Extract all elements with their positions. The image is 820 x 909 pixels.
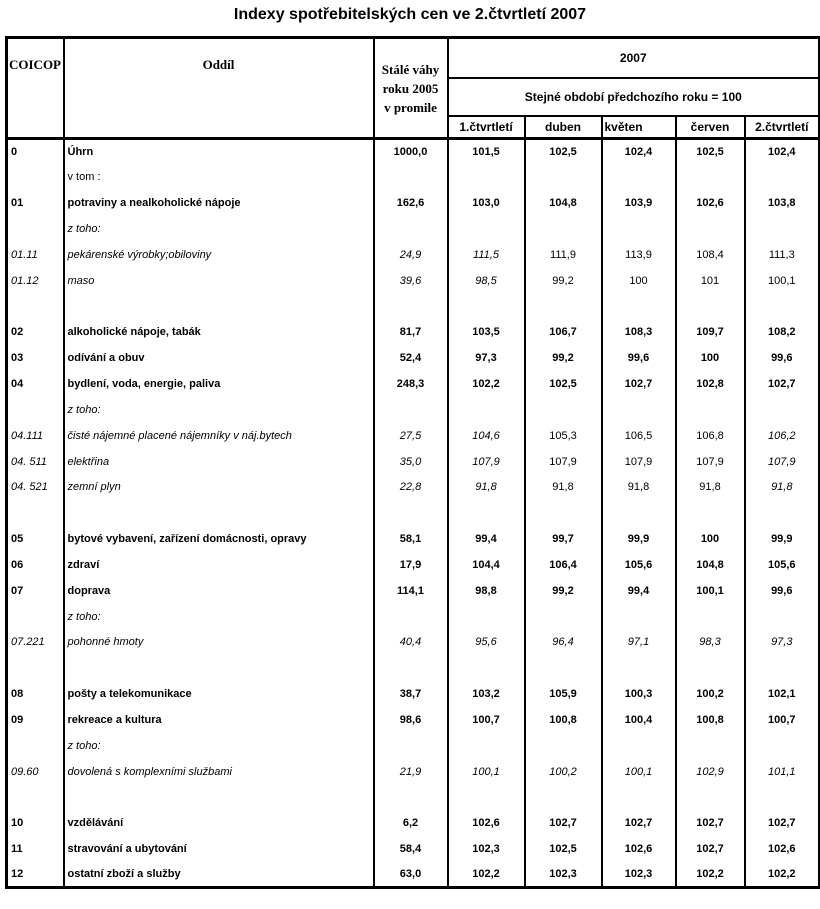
row-value: 100 — [676, 526, 745, 552]
table-row — [7, 216, 820, 242]
row-value — [745, 785, 820, 811]
header-weights — [374, 38, 448, 139]
row-label: z toho: — [64, 216, 374, 242]
row-value: 95,6 — [448, 630, 525, 656]
row-label: stravování a ubytování — [64, 836, 374, 862]
row-value — [525, 294, 602, 320]
row-value: 108,3 — [602, 319, 676, 345]
table-row — [7, 810, 820, 836]
row-value: 107,9 — [602, 449, 676, 475]
row-value — [676, 785, 745, 811]
row-value — [525, 397, 602, 423]
row-weight: 24,9 — [374, 242, 448, 268]
row-value: 102,2 — [745, 862, 820, 888]
header-subtitle: Stejné období předchozího roku = 100 — [448, 78, 820, 116]
row-label: rekreace a kultura — [64, 707, 374, 733]
row-value: 102,6 — [745, 836, 820, 862]
row-value: 99,4 — [602, 578, 676, 604]
row-value: 99,9 — [602, 526, 676, 552]
row-label: bydlení, voda, energie, paliva — [64, 371, 374, 397]
row-label: čisté nájemné placené nájemníky v náj.bytech — [64, 423, 374, 449]
row-value: 111,5 — [448, 242, 525, 268]
table-row — [7, 500, 820, 526]
table-row — [7, 474, 820, 500]
row-value: 104,8 — [525, 190, 602, 216]
row-value: 91,8 — [525, 474, 602, 500]
row-value — [676, 655, 745, 681]
row-value: 104,4 — [448, 552, 525, 578]
row-label — [64, 655, 374, 681]
row-value: 103,8 — [745, 190, 820, 216]
row-label: maso — [64, 268, 374, 294]
row-weight: 39,6 — [374, 268, 448, 294]
row-value: 98,3 — [676, 630, 745, 656]
row-weight: 21,9 — [374, 759, 448, 785]
row-value: 102,5 — [676, 139, 745, 165]
row-value: 102,3 — [602, 862, 676, 888]
row-label: bytové vybavení, zařízení domácnosti, opravy — [64, 526, 374, 552]
row-value: 100,3 — [602, 681, 676, 707]
row-weight: 6,2 — [374, 810, 448, 836]
row-value — [676, 294, 745, 320]
row-code — [7, 733, 64, 759]
row-value — [525, 655, 602, 681]
row-weight: 248,3 — [374, 371, 448, 397]
row-weight: 40,4 — [374, 630, 448, 656]
row-label: elektřina — [64, 449, 374, 475]
row-value: 104,8 — [676, 552, 745, 578]
row-weight: 52,4 — [374, 345, 448, 371]
header-period-q1: 1.čtvrtletí — [448, 116, 525, 139]
row-code: 11 — [7, 836, 64, 862]
row-code: 06 — [7, 552, 64, 578]
row-value: 100,8 — [525, 707, 602, 733]
row-weight: 63,0 — [374, 862, 448, 888]
row-code — [7, 785, 64, 811]
row-code: 02 — [7, 319, 64, 345]
row-value — [525, 216, 602, 242]
row-weight: 17,9 — [374, 552, 448, 578]
row-value — [602, 500, 676, 526]
row-value — [745, 655, 820, 681]
row-code — [7, 294, 64, 320]
row-label: doprava — [64, 578, 374, 604]
table-row — [7, 268, 820, 294]
row-code: 01.11 — [7, 242, 64, 268]
row-value — [525, 500, 602, 526]
row-value: 100,8 — [676, 707, 745, 733]
row-value: 105,3 — [525, 423, 602, 449]
table-row — [7, 423, 820, 449]
row-code: 10 — [7, 810, 64, 836]
table-row — [7, 759, 820, 785]
row-code: 09.60 — [7, 759, 64, 785]
row-value: 102,5 — [525, 371, 602, 397]
row-value: 102,4 — [745, 139, 820, 165]
row-value: 105,6 — [745, 552, 820, 578]
header-coicop: COICOP — [7, 38, 64, 139]
row-value: 100,1 — [676, 578, 745, 604]
row-code: 01 — [7, 190, 64, 216]
table-row — [7, 655, 820, 681]
row-label: alkoholické nápoje, tabák — [64, 319, 374, 345]
row-value — [676, 500, 745, 526]
row-value — [676, 397, 745, 423]
row-value — [676, 164, 745, 190]
header-period-may: květen — [602, 116, 676, 139]
header-oddil: Oddíl — [64, 38, 374, 139]
row-weight — [374, 216, 448, 242]
row-value: 99,9 — [745, 526, 820, 552]
row-value — [448, 604, 525, 630]
row-value — [602, 604, 676, 630]
row-value — [602, 164, 676, 190]
row-label: z toho: — [64, 733, 374, 759]
row-value: 97,3 — [745, 630, 820, 656]
header-period-q2: 2.čtvrtletí — [745, 116, 820, 139]
row-value: 99,2 — [525, 578, 602, 604]
row-value — [525, 604, 602, 630]
row-label: Úhrn — [64, 139, 374, 165]
row-value: 99,6 — [602, 345, 676, 371]
row-code: 07 — [7, 578, 64, 604]
row-value: 105,6 — [602, 552, 676, 578]
row-weight — [374, 604, 448, 630]
row-value — [676, 216, 745, 242]
row-value — [525, 733, 602, 759]
row-value: 100,1 — [602, 759, 676, 785]
row-value: 102,8 — [676, 371, 745, 397]
row-label — [64, 500, 374, 526]
row-code: 0 — [7, 139, 64, 165]
row-value: 106,8 — [676, 423, 745, 449]
row-code — [7, 164, 64, 190]
table-row — [7, 630, 820, 656]
row-code: 04. 521 — [7, 474, 64, 500]
row-label: pohonné hmoty — [64, 630, 374, 656]
row-value — [602, 397, 676, 423]
table-header — [7, 38, 820, 139]
row-value: 99,2 — [525, 345, 602, 371]
row-value: 102,1 — [745, 681, 820, 707]
row-value: 100,2 — [676, 681, 745, 707]
row-value: 113,9 — [602, 242, 676, 268]
row-label: odívání a obuv — [64, 345, 374, 371]
row-value: 103,2 — [448, 681, 525, 707]
row-value — [602, 294, 676, 320]
row-value: 102,2 — [448, 862, 525, 888]
table-row — [7, 449, 820, 475]
table-row — [7, 345, 820, 371]
table-row — [7, 371, 820, 397]
header-year: 2007 — [448, 38, 820, 78]
row-value — [745, 164, 820, 190]
row-code: 04. 511 — [7, 449, 64, 475]
row-value: 102,5 — [525, 139, 602, 165]
row-label — [64, 294, 374, 320]
table-row — [7, 397, 820, 423]
header-weights-line2: roku 2005 — [382, 80, 439, 96]
row-label: z toho: — [64, 397, 374, 423]
row-value — [448, 655, 525, 681]
row-value: 99,7 — [525, 526, 602, 552]
row-value: 102,5 — [525, 836, 602, 862]
row-value: 104,6 — [448, 423, 525, 449]
row-value: 102,9 — [676, 759, 745, 785]
row-value: 103,0 — [448, 190, 525, 216]
cpi-table — [5, 36, 820, 889]
table-row — [7, 681, 820, 707]
table-row — [7, 862, 820, 888]
header-weights-line3: v promile — [384, 99, 437, 115]
row-value: 100,4 — [602, 707, 676, 733]
row-value: 107,9 — [676, 449, 745, 475]
row-weight — [374, 294, 448, 320]
row-value: 111,3 — [745, 242, 820, 268]
row-label: vzdělávání — [64, 810, 374, 836]
row-value — [745, 294, 820, 320]
row-value — [448, 785, 525, 811]
row-code: 03 — [7, 345, 64, 371]
row-value: 102,7 — [602, 810, 676, 836]
row-value: 91,8 — [676, 474, 745, 500]
row-code: 04.111 — [7, 423, 64, 449]
row-weight — [374, 164, 448, 190]
table-row — [7, 733, 820, 759]
table-row — [7, 707, 820, 733]
row-code — [7, 604, 64, 630]
row-value — [448, 216, 525, 242]
table-row — [7, 190, 820, 216]
row-label: zemní plyn — [64, 474, 374, 500]
row-weight: 58,4 — [374, 836, 448, 862]
row-weight: 35,0 — [374, 449, 448, 475]
row-value: 102,6 — [602, 836, 676, 862]
table-row — [7, 785, 820, 811]
page-title: Indexy spotřebitelských cen ve 2.čtvrtletí 2007 — [233, 6, 587, 23]
row-value — [602, 216, 676, 242]
row-value: 102,7 — [525, 810, 602, 836]
row-weight: 1000,0 — [374, 139, 448, 165]
row-value: 100 — [602, 268, 676, 294]
row-value: 97,3 — [448, 345, 525, 371]
row-value — [525, 785, 602, 811]
row-label: pekárenské výrobky;obiloviny — [64, 242, 374, 268]
row-value — [676, 733, 745, 759]
row-value — [525, 164, 602, 190]
row-weight: 27,5 — [374, 423, 448, 449]
row-value: 102,6 — [676, 190, 745, 216]
header-period-april: duben — [525, 116, 602, 139]
row-value: 106,5 — [602, 423, 676, 449]
row-weight: 162,6 — [374, 190, 448, 216]
row-value — [676, 604, 745, 630]
row-weight — [374, 500, 448, 526]
row-weight — [374, 785, 448, 811]
row-code — [7, 500, 64, 526]
row-value: 106,7 — [525, 319, 602, 345]
row-weight — [374, 733, 448, 759]
row-value — [448, 164, 525, 190]
header-weights-line1: Stálé váhy — [381, 61, 440, 77]
row-value: 108,2 — [745, 319, 820, 345]
row-label: potraviny a nealkoholické nápoje — [64, 190, 374, 216]
row-weight — [374, 397, 448, 423]
row-value: 101 — [676, 268, 745, 294]
row-value: 103,9 — [602, 190, 676, 216]
table-row — [7, 242, 820, 268]
row-code: 05 — [7, 526, 64, 552]
row-label: pošty a telekomunikace — [64, 681, 374, 707]
row-value: 102,7 — [745, 371, 820, 397]
row-value — [745, 604, 820, 630]
row-value: 91,8 — [448, 474, 525, 500]
row-value: 101,1 — [745, 759, 820, 785]
row-value: 98,5 — [448, 268, 525, 294]
row-weight: 98,6 — [374, 707, 448, 733]
row-value: 101,5 — [448, 139, 525, 165]
table-row — [7, 578, 820, 604]
table-row — [7, 836, 820, 862]
row-value: 96,4 — [525, 630, 602, 656]
row-value: 102,7 — [676, 836, 745, 862]
table-row — [7, 552, 820, 578]
row-value — [602, 733, 676, 759]
row-value — [448, 397, 525, 423]
row-value: 105,9 — [525, 681, 602, 707]
row-code: 01.12 — [7, 268, 64, 294]
table-row — [7, 604, 820, 630]
header-row-1 — [7, 38, 820, 78]
row-value: 100 — [676, 345, 745, 371]
row-value — [745, 216, 820, 242]
row-value: 97,1 — [602, 630, 676, 656]
row-value: 102,7 — [676, 810, 745, 836]
row-value — [745, 733, 820, 759]
row-value: 102,2 — [676, 862, 745, 888]
row-weight: 81,7 — [374, 319, 448, 345]
row-value: 91,8 — [745, 474, 820, 500]
row-value — [745, 500, 820, 526]
row-value: 98,8 — [448, 578, 525, 604]
row-label — [64, 785, 374, 811]
row-value: 99,4 — [448, 526, 525, 552]
row-code: 09 — [7, 707, 64, 733]
row-label: dovolená s komplexními službami — [64, 759, 374, 785]
row-weight: 38,7 — [374, 681, 448, 707]
table-row — [7, 164, 820, 190]
row-code: 08 — [7, 681, 64, 707]
row-value: 99,6 — [745, 578, 820, 604]
row-value — [448, 733, 525, 759]
table-row — [7, 139, 820, 165]
row-code: 12 — [7, 862, 64, 888]
row-label: ostatní zboží a služby — [64, 862, 374, 888]
row-value: 100,2 — [525, 759, 602, 785]
row-value — [602, 655, 676, 681]
row-value: 99,2 — [525, 268, 602, 294]
row-label: z toho: — [64, 604, 374, 630]
row-value: 106,2 — [745, 423, 820, 449]
row-value: 111,9 — [525, 242, 602, 268]
row-value: 102,7 — [745, 810, 820, 836]
row-value — [448, 500, 525, 526]
row-value: 106,4 — [525, 552, 602, 578]
row-code: 07.221 — [7, 630, 64, 656]
row-value: 100,7 — [745, 707, 820, 733]
row-code — [7, 216, 64, 242]
table-row — [7, 526, 820, 552]
row-value: 102,4 — [602, 139, 676, 165]
row-value: 103,5 — [448, 319, 525, 345]
row-weight: 114,1 — [374, 578, 448, 604]
row-weight: 58,1 — [374, 526, 448, 552]
row-value: 107,9 — [525, 449, 602, 475]
row-value: 107,9 — [745, 449, 820, 475]
header-period-june: červen — [676, 116, 745, 139]
row-weight — [374, 655, 448, 681]
table-body — [7, 139, 820, 888]
row-weight: 22,8 — [374, 474, 448, 500]
row-value — [448, 294, 525, 320]
row-value: 108,4 — [676, 242, 745, 268]
row-code — [7, 397, 64, 423]
row-code: 04 — [7, 371, 64, 397]
row-label: zdraví — [64, 552, 374, 578]
row-value: 91,8 — [602, 474, 676, 500]
row-value: 102,7 — [602, 371, 676, 397]
table-row — [7, 294, 820, 320]
row-value: 102,3 — [448, 836, 525, 862]
row-value: 100,1 — [745, 268, 820, 294]
row-value: 109,7 — [676, 319, 745, 345]
row-label: v tom : — [64, 164, 374, 190]
row-value: 107,9 — [448, 449, 525, 475]
row-value: 99,6 — [745, 345, 820, 371]
row-value: 102,6 — [448, 810, 525, 836]
row-value — [602, 785, 676, 811]
row-value: 102,2 — [448, 371, 525, 397]
row-value: 100,1 — [448, 759, 525, 785]
row-value — [745, 397, 820, 423]
table-row — [7, 319, 820, 345]
row-value: 100,7 — [448, 707, 525, 733]
row-value: 102,3 — [525, 862, 602, 888]
row-code — [7, 655, 64, 681]
